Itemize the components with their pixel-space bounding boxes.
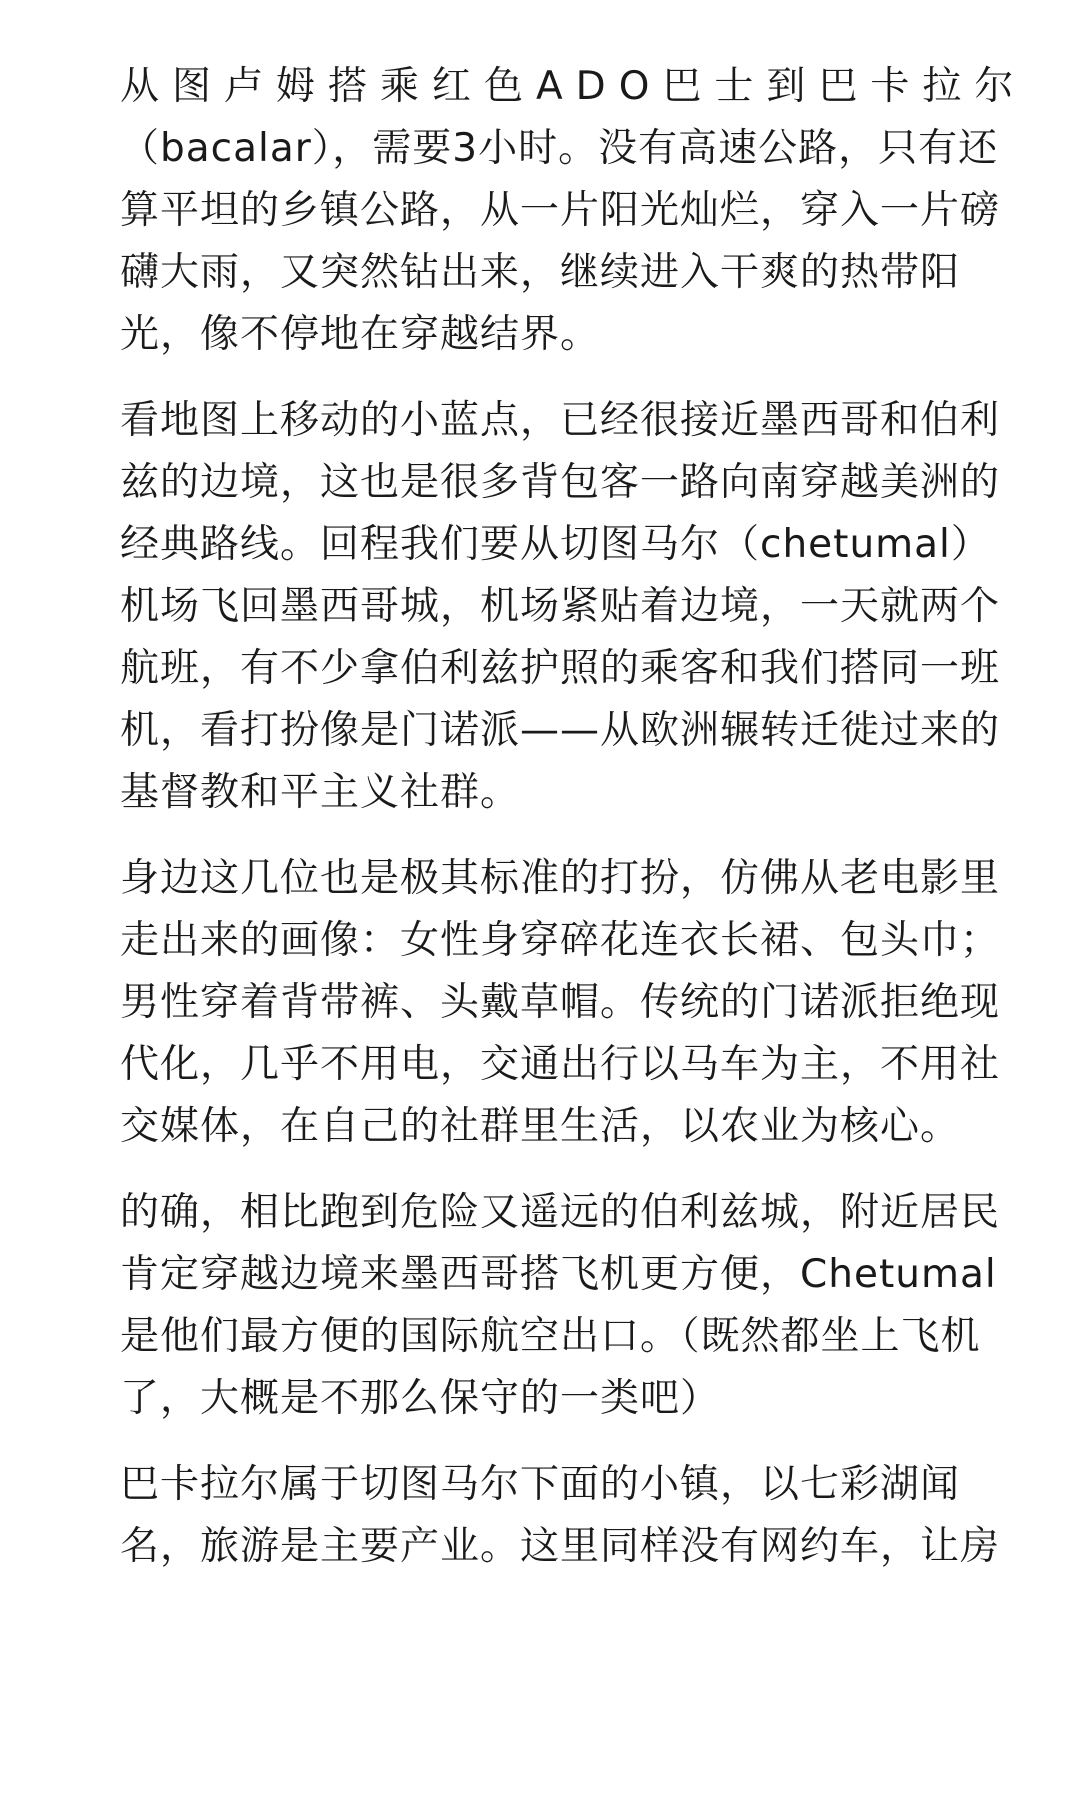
text-line: 名，旅游是主要产业。这里同样没有网约车，让房 xyxy=(120,1524,1001,1569)
text-line: 巴卡拉尔属于切图马尔下面的小镇，以七彩湖闻 xyxy=(120,1462,961,1507)
text-line: 兹的边境，这也是很多背包客一路向南穿越美洲的 xyxy=(120,460,1001,505)
text-line: 是他们最方便的国际航空出口。（既然都坐上飞机 xyxy=(120,1314,981,1359)
text-line: 的确，相比跑到危险又遥远的伯利兹城，附近居民 xyxy=(120,1190,1001,1235)
paragraph-3 xyxy=(120,848,1020,1158)
paragraph-2 xyxy=(120,390,1020,824)
paragraph-gap xyxy=(120,1158,1020,1182)
text-line: （bacalar），需要3小时。没有高速公路，只有还 xyxy=(120,126,999,171)
paragraph-1 xyxy=(120,56,1027,366)
text-line: 男性穿着背带裤、头戴草帽。传统的门诺派拒绝现 xyxy=(120,980,1001,1025)
text-line: 了，大概是不那么保守的一类吧） xyxy=(120,1376,721,1421)
text-line: 经典路线。回程我们要从切图马尔（chetumal） xyxy=(120,522,991,567)
text-line: 机，看打扮像是门诺派——从欧洲辗转迁徙过来的 xyxy=(120,708,1001,753)
paragraph-gap xyxy=(120,824,1020,848)
paragraph-gap xyxy=(120,1430,1020,1454)
text-line: 看地图上移动的小蓝点，已经很接近墨西哥和伯利 xyxy=(120,398,1001,443)
text-line: 航班，有不少拿伯利兹护照的乘客和我们搭同一班 xyxy=(120,646,1001,691)
paragraph-5 xyxy=(120,1454,1020,1578)
text-line: 肯定穿越边境来墨西哥搭飞机更方便，Chetumal xyxy=(120,1252,997,1297)
text-line: 礴大雨，又突然钻出来，继续进入干爽的热带阳 xyxy=(120,250,961,295)
article-body xyxy=(120,56,1027,1578)
text-line: 机场飞回墨西哥城，机场紧贴着边境，一天就两个 xyxy=(120,584,1001,629)
text-line: 光，像不停地在穿越结界。 xyxy=(120,312,601,357)
text-line: 交媒体，在自己的社群里生活，以农业为核心。 xyxy=(120,1104,961,1149)
text-line: 基督教和平主义社群。 xyxy=(120,770,521,815)
text-line: 从图卢姆搭乘红色ADO巴士到巴卡拉尔 xyxy=(120,64,1027,109)
paragraph-4 xyxy=(120,1182,1020,1430)
text-line: 身边这几位也是极其标准的打扮，仿佛从老电影里 xyxy=(120,856,1001,901)
paragraph-gap xyxy=(120,366,1020,390)
text-line: 走出来的画像：女性身穿碎花连衣长裙、包头巾； xyxy=(120,918,1001,963)
text-line: 算平坦的乡镇公路，从一片阳光灿烂，穿入一片磅 xyxy=(120,188,1001,233)
text-line: 代化，几乎不用电，交通出行以马车为主，不用社 xyxy=(120,1042,1001,1087)
